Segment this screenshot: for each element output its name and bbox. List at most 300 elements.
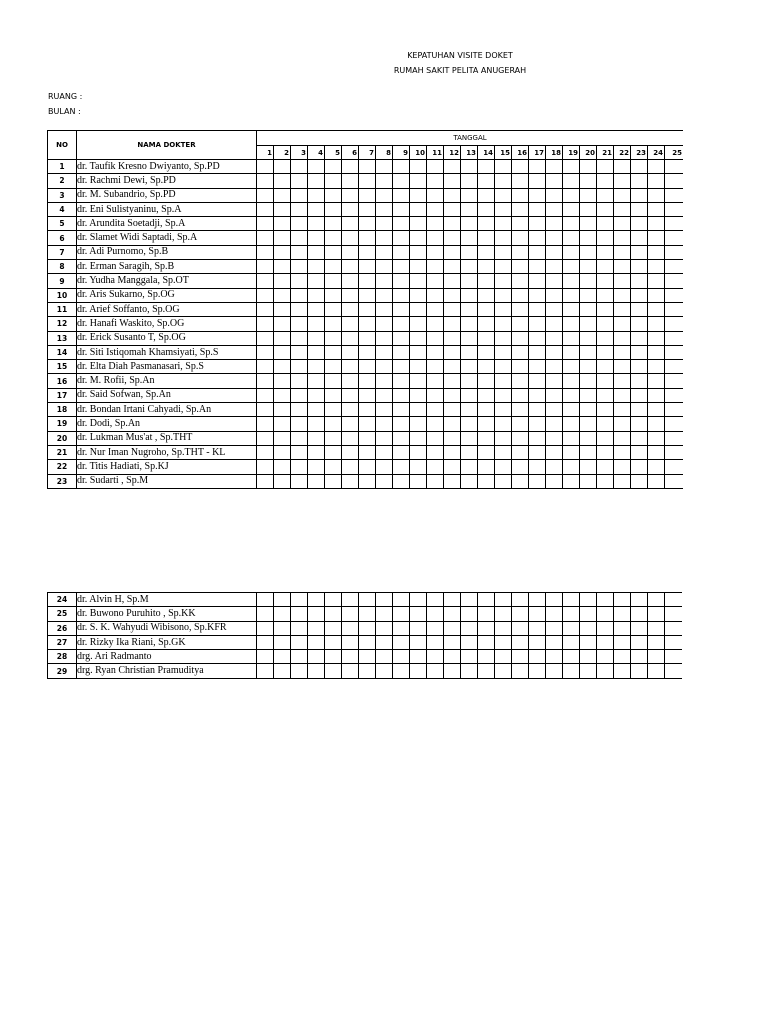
- day-cell[interactable]: [359, 188, 376, 202]
- day-cell[interactable]: [665, 650, 682, 664]
- day-cell[interactable]: [376, 288, 393, 302]
- day-cell[interactable]: [342, 345, 359, 359]
- day-cell[interactable]: [478, 374, 495, 388]
- day-cell[interactable]: [461, 621, 478, 635]
- day-cell[interactable]: [546, 331, 563, 345]
- day-cell[interactable]: [597, 374, 614, 388]
- day-cell[interactable]: [597, 664, 614, 678]
- day-cell[interactable]: [597, 231, 614, 245]
- day-cell[interactable]: [393, 288, 410, 302]
- day-cell[interactable]: [648, 317, 665, 331]
- day-cell[interactable]: [291, 188, 308, 202]
- day-cell[interactable]: [393, 607, 410, 621]
- day-cell[interactable]: [529, 403, 546, 417]
- day-cell[interactable]: [342, 274, 359, 288]
- day-cell[interactable]: [376, 417, 393, 431]
- day-cell[interactable]: [461, 174, 478, 188]
- day-cell[interactable]: [427, 621, 444, 635]
- day-cell[interactable]: [648, 374, 665, 388]
- day-cell[interactable]: [614, 374, 631, 388]
- day-cell[interactable]: [631, 403, 648, 417]
- day-cell[interactable]: [410, 217, 427, 231]
- day-cell[interactable]: [580, 388, 597, 402]
- day-cell[interactable]: [410, 160, 427, 174]
- day-cell[interactable]: [342, 202, 359, 216]
- day-cell[interactable]: [410, 174, 427, 188]
- day-cell[interactable]: [461, 417, 478, 431]
- day-cell[interactable]: [274, 460, 291, 474]
- day-cell[interactable]: [342, 360, 359, 374]
- day-cell[interactable]: [393, 202, 410, 216]
- day-cell[interactable]: [563, 331, 580, 345]
- day-cell[interactable]: [512, 360, 529, 374]
- day-cell[interactable]: [512, 160, 529, 174]
- day-cell[interactable]: [461, 388, 478, 402]
- day-cell[interactable]: [529, 593, 546, 607]
- day-cell[interactable]: [257, 360, 274, 374]
- day-cell[interactable]: [359, 345, 376, 359]
- day-cell[interactable]: [257, 202, 274, 216]
- day-cell[interactable]: [631, 202, 648, 216]
- day-cell[interactable]: [325, 664, 342, 678]
- day-cell[interactable]: [257, 288, 274, 302]
- day-cell[interactable]: [648, 160, 665, 174]
- day-cell[interactable]: [257, 388, 274, 402]
- day-cell[interactable]: [444, 388, 461, 402]
- day-cell[interactable]: [648, 417, 665, 431]
- day-cell[interactable]: [308, 217, 325, 231]
- day-cell[interactable]: [529, 635, 546, 649]
- day-cell[interactable]: [444, 417, 461, 431]
- day-cell[interactable]: [427, 360, 444, 374]
- day-cell[interactable]: [257, 231, 274, 245]
- day-cell[interactable]: [614, 302, 631, 316]
- day-cell[interactable]: [529, 417, 546, 431]
- day-cell[interactable]: [410, 245, 427, 259]
- day-cell[interactable]: [665, 474, 684, 488]
- day-cell[interactable]: [478, 331, 495, 345]
- day-cell[interactable]: [614, 621, 631, 635]
- day-cell[interactable]: [478, 388, 495, 402]
- day-cell[interactable]: [274, 374, 291, 388]
- day-cell[interactable]: [580, 345, 597, 359]
- day-cell[interactable]: [665, 160, 684, 174]
- day-cell[interactable]: [325, 374, 342, 388]
- day-cell[interactable]: [580, 317, 597, 331]
- day-cell[interactable]: [427, 245, 444, 259]
- day-cell[interactable]: [665, 460, 684, 474]
- day-cell[interactable]: [291, 345, 308, 359]
- day-cell[interactable]: [274, 174, 291, 188]
- day-cell[interactable]: [478, 317, 495, 331]
- day-cell[interactable]: [495, 445, 512, 459]
- day-cell[interactable]: [461, 260, 478, 274]
- day-cell[interactable]: [478, 345, 495, 359]
- day-cell[interactable]: [665, 403, 684, 417]
- day-cell[interactable]: [342, 388, 359, 402]
- day-cell[interactable]: [665, 607, 682, 621]
- day-cell[interactable]: [478, 202, 495, 216]
- day-cell[interactable]: [614, 160, 631, 174]
- day-cell[interactable]: [444, 431, 461, 445]
- day-cell[interactable]: [563, 388, 580, 402]
- day-cell[interactable]: [529, 245, 546, 259]
- day-cell[interactable]: [325, 474, 342, 488]
- day-cell[interactable]: [257, 403, 274, 417]
- day-cell[interactable]: [529, 664, 546, 678]
- day-cell[interactable]: [444, 202, 461, 216]
- day-cell[interactable]: [461, 217, 478, 231]
- day-cell[interactable]: [308, 621, 325, 635]
- day-cell[interactable]: [291, 593, 308, 607]
- day-cell[interactable]: [648, 174, 665, 188]
- day-cell[interactable]: [529, 331, 546, 345]
- day-cell[interactable]: [665, 360, 684, 374]
- day-cell[interactable]: [376, 635, 393, 649]
- day-cell[interactable]: [257, 245, 274, 259]
- day-cell[interactable]: [665, 231, 684, 245]
- day-cell[interactable]: [393, 650, 410, 664]
- day-cell[interactable]: [376, 474, 393, 488]
- day-cell[interactable]: [410, 650, 427, 664]
- day-cell[interactable]: [257, 593, 274, 607]
- day-cell[interactable]: [478, 593, 495, 607]
- day-cell[interactable]: [325, 331, 342, 345]
- day-cell[interactable]: [274, 202, 291, 216]
- day-cell[interactable]: [495, 460, 512, 474]
- day-cell[interactable]: [274, 260, 291, 274]
- day-cell[interactable]: [529, 160, 546, 174]
- day-cell[interactable]: [529, 202, 546, 216]
- day-cell[interactable]: [461, 445, 478, 459]
- day-cell[interactable]: [614, 188, 631, 202]
- day-cell[interactable]: [427, 635, 444, 649]
- day-cell[interactable]: [308, 160, 325, 174]
- day-cell[interactable]: [546, 160, 563, 174]
- day-cell[interactable]: [563, 460, 580, 474]
- day-cell[interactable]: [410, 302, 427, 316]
- day-cell[interactable]: [631, 431, 648, 445]
- day-cell[interactable]: [342, 664, 359, 678]
- day-cell[interactable]: [614, 460, 631, 474]
- day-cell[interactable]: [461, 231, 478, 245]
- day-cell[interactable]: [359, 374, 376, 388]
- day-cell[interactable]: [512, 388, 529, 402]
- day-cell[interactable]: [665, 260, 684, 274]
- day-cell[interactable]: [325, 593, 342, 607]
- day-cell[interactable]: [665, 302, 684, 316]
- day-cell[interactable]: [580, 188, 597, 202]
- day-cell[interactable]: [597, 460, 614, 474]
- day-cell[interactable]: [597, 607, 614, 621]
- day-cell[interactable]: [291, 331, 308, 345]
- day-cell[interactable]: [631, 417, 648, 431]
- day-cell[interactable]: [274, 650, 291, 664]
- day-cell[interactable]: [342, 431, 359, 445]
- day-cell[interactable]: [580, 288, 597, 302]
- day-cell[interactable]: [410, 621, 427, 635]
- day-cell[interactable]: [580, 360, 597, 374]
- day-cell[interactable]: [308, 474, 325, 488]
- day-cell[interactable]: [274, 593, 291, 607]
- day-cell[interactable]: [631, 288, 648, 302]
- day-cell[interactable]: [580, 650, 597, 664]
- day-cell[interactable]: [648, 388, 665, 402]
- day-cell[interactable]: [461, 288, 478, 302]
- day-cell[interactable]: [393, 317, 410, 331]
- day-cell[interactable]: [427, 302, 444, 316]
- day-cell[interactable]: [512, 607, 529, 621]
- day-cell[interactable]: [291, 650, 308, 664]
- day-cell[interactable]: [665, 593, 682, 607]
- day-cell[interactable]: [427, 188, 444, 202]
- day-cell[interactable]: [546, 431, 563, 445]
- day-cell[interactable]: [648, 274, 665, 288]
- day-cell[interactable]: [325, 160, 342, 174]
- day-cell[interactable]: [580, 231, 597, 245]
- day-cell[interactable]: [546, 417, 563, 431]
- day-cell[interactable]: [529, 317, 546, 331]
- day-cell[interactable]: [614, 431, 631, 445]
- day-cell[interactable]: [410, 360, 427, 374]
- day-cell[interactable]: [512, 202, 529, 216]
- day-cell[interactable]: [580, 217, 597, 231]
- day-cell[interactable]: [614, 445, 631, 459]
- day-cell[interactable]: [665, 188, 684, 202]
- day-cell[interactable]: [631, 388, 648, 402]
- day-cell[interactable]: [325, 388, 342, 402]
- day-cell[interactable]: [631, 360, 648, 374]
- day-cell[interactable]: [495, 260, 512, 274]
- day-cell[interactable]: [580, 174, 597, 188]
- day-cell[interactable]: [291, 231, 308, 245]
- day-cell[interactable]: [563, 302, 580, 316]
- day-cell[interactable]: [308, 288, 325, 302]
- day-cell[interactable]: [376, 231, 393, 245]
- day-cell[interactable]: [274, 160, 291, 174]
- day-cell[interactable]: [274, 417, 291, 431]
- day-cell[interactable]: [359, 231, 376, 245]
- day-cell[interactable]: [393, 445, 410, 459]
- day-cell[interactable]: [614, 217, 631, 231]
- day-cell[interactable]: [444, 317, 461, 331]
- day-cell[interactable]: [359, 331, 376, 345]
- day-cell[interactable]: [597, 302, 614, 316]
- day-cell[interactable]: [665, 345, 684, 359]
- day-cell[interactable]: [478, 260, 495, 274]
- day-cell[interactable]: [257, 607, 274, 621]
- day-cell[interactable]: [597, 445, 614, 459]
- day-cell[interactable]: [308, 445, 325, 459]
- day-cell[interactable]: [461, 460, 478, 474]
- day-cell[interactable]: [529, 374, 546, 388]
- day-cell[interactable]: [563, 607, 580, 621]
- day-cell[interactable]: [376, 621, 393, 635]
- day-cell[interactable]: [410, 317, 427, 331]
- day-cell[interactable]: [478, 160, 495, 174]
- day-cell[interactable]: [291, 417, 308, 431]
- day-cell[interactable]: [325, 445, 342, 459]
- day-cell[interactable]: [444, 245, 461, 259]
- day-cell[interactable]: [546, 403, 563, 417]
- day-cell[interactable]: [478, 231, 495, 245]
- day-cell[interactable]: [478, 274, 495, 288]
- day-cell[interactable]: [427, 431, 444, 445]
- day-cell[interactable]: [546, 288, 563, 302]
- day-cell[interactable]: [291, 403, 308, 417]
- day-cell[interactable]: [546, 360, 563, 374]
- day-cell[interactable]: [614, 388, 631, 402]
- day-cell[interactable]: [478, 474, 495, 488]
- day-cell[interactable]: [665, 664, 682, 678]
- day-cell[interactable]: [325, 245, 342, 259]
- day-cell[interactable]: [444, 621, 461, 635]
- day-cell[interactable]: [614, 664, 631, 678]
- day-cell[interactable]: [648, 593, 665, 607]
- day-cell[interactable]: [444, 345, 461, 359]
- day-cell[interactable]: [308, 188, 325, 202]
- day-cell[interactable]: [546, 260, 563, 274]
- day-cell[interactable]: [342, 302, 359, 316]
- day-cell[interactable]: [291, 635, 308, 649]
- day-cell[interactable]: [461, 374, 478, 388]
- day-cell[interactable]: [410, 460, 427, 474]
- day-cell[interactable]: [359, 202, 376, 216]
- day-cell[interactable]: [291, 431, 308, 445]
- day-cell[interactable]: [461, 403, 478, 417]
- day-cell[interactable]: [359, 260, 376, 274]
- day-cell[interactable]: [410, 188, 427, 202]
- day-cell[interactable]: [274, 664, 291, 678]
- day-cell[interactable]: [291, 317, 308, 331]
- day-cell[interactable]: [308, 274, 325, 288]
- day-cell[interactable]: [512, 260, 529, 274]
- day-cell[interactable]: [597, 431, 614, 445]
- day-cell[interactable]: [325, 417, 342, 431]
- day-cell[interactable]: [274, 635, 291, 649]
- day-cell[interactable]: [512, 288, 529, 302]
- day-cell[interactable]: [495, 288, 512, 302]
- day-cell[interactable]: [376, 217, 393, 231]
- day-cell[interactable]: [665, 388, 684, 402]
- day-cell[interactable]: [529, 302, 546, 316]
- day-cell[interactable]: [308, 650, 325, 664]
- day-cell[interactable]: [478, 360, 495, 374]
- day-cell[interactable]: [648, 288, 665, 302]
- day-cell[interactable]: [563, 431, 580, 445]
- day-cell[interactable]: [495, 160, 512, 174]
- day-cell[interactable]: [257, 460, 274, 474]
- day-cell[interactable]: [274, 317, 291, 331]
- day-cell[interactable]: [376, 174, 393, 188]
- day-cell[interactable]: [325, 607, 342, 621]
- day-cell[interactable]: [359, 621, 376, 635]
- day-cell[interactable]: [461, 474, 478, 488]
- day-cell[interactable]: [444, 217, 461, 231]
- day-cell[interactable]: [597, 260, 614, 274]
- day-cell[interactable]: [495, 474, 512, 488]
- day-cell[interactable]: [427, 474, 444, 488]
- day-cell[interactable]: [427, 607, 444, 621]
- day-cell[interactable]: [495, 202, 512, 216]
- day-cell[interactable]: [393, 460, 410, 474]
- day-cell[interactable]: [257, 317, 274, 331]
- day-cell[interactable]: [478, 607, 495, 621]
- day-cell[interactable]: [444, 274, 461, 288]
- day-cell[interactable]: [376, 388, 393, 402]
- day-cell[interactable]: [631, 445, 648, 459]
- day-cell[interactable]: [495, 431, 512, 445]
- day-cell[interactable]: [461, 188, 478, 202]
- day-cell[interactable]: [393, 231, 410, 245]
- day-cell[interactable]: [461, 274, 478, 288]
- day-cell[interactable]: [325, 345, 342, 359]
- day-cell[interactable]: [257, 217, 274, 231]
- day-cell[interactable]: [376, 302, 393, 316]
- day-cell[interactable]: [597, 417, 614, 431]
- day-cell[interactable]: [342, 635, 359, 649]
- day-cell[interactable]: [308, 607, 325, 621]
- day-cell[interactable]: [529, 260, 546, 274]
- day-cell[interactable]: [359, 274, 376, 288]
- day-cell[interactable]: [614, 317, 631, 331]
- day-cell[interactable]: [529, 217, 546, 231]
- day-cell[interactable]: [529, 231, 546, 245]
- day-cell[interactable]: [495, 360, 512, 374]
- day-cell[interactable]: [461, 431, 478, 445]
- day-cell[interactable]: [546, 664, 563, 678]
- day-cell[interactable]: [597, 202, 614, 216]
- day-cell[interactable]: [376, 607, 393, 621]
- day-cell[interactable]: [291, 445, 308, 459]
- day-cell[interactable]: [495, 217, 512, 231]
- day-cell[interactable]: [308, 417, 325, 431]
- day-cell[interactable]: [563, 650, 580, 664]
- day-cell[interactable]: [359, 460, 376, 474]
- day-cell[interactable]: [308, 260, 325, 274]
- day-cell[interactable]: [308, 388, 325, 402]
- day-cell[interactable]: [478, 417, 495, 431]
- day-cell[interactable]: [597, 317, 614, 331]
- day-cell[interactable]: [665, 174, 684, 188]
- day-cell[interactable]: [444, 288, 461, 302]
- day-cell[interactable]: [631, 607, 648, 621]
- day-cell[interactable]: [512, 593, 529, 607]
- day-cell[interactable]: [580, 664, 597, 678]
- day-cell[interactable]: [291, 664, 308, 678]
- day-cell[interactable]: [291, 174, 308, 188]
- day-cell[interactable]: [495, 593, 512, 607]
- day-cell[interactable]: [580, 417, 597, 431]
- day-cell[interactable]: [512, 302, 529, 316]
- day-cell[interactable]: [512, 417, 529, 431]
- day-cell[interactable]: [427, 217, 444, 231]
- day-cell[interactable]: [529, 607, 546, 621]
- day-cell[interactable]: [308, 403, 325, 417]
- day-cell[interactable]: [359, 474, 376, 488]
- day-cell[interactable]: [359, 635, 376, 649]
- day-cell[interactable]: [648, 245, 665, 259]
- day-cell[interactable]: [563, 288, 580, 302]
- day-cell[interactable]: [308, 374, 325, 388]
- day-cell[interactable]: [376, 403, 393, 417]
- day-cell[interactable]: [427, 202, 444, 216]
- day-cell[interactable]: [393, 174, 410, 188]
- day-cell[interactable]: [495, 650, 512, 664]
- day-cell[interactable]: [614, 202, 631, 216]
- day-cell[interactable]: [597, 331, 614, 345]
- day-cell[interactable]: [359, 607, 376, 621]
